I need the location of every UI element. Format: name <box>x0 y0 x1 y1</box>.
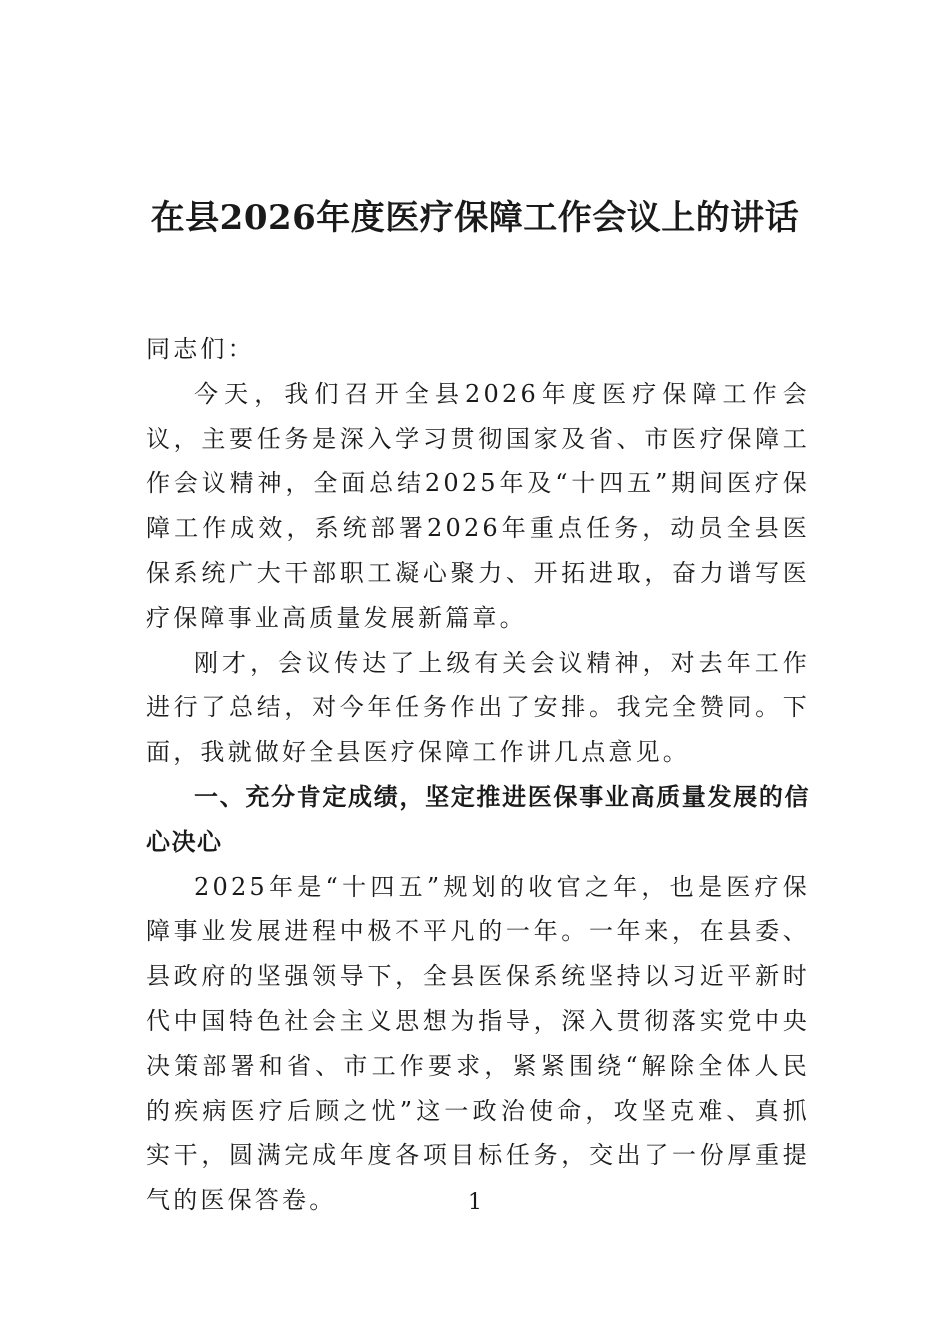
paragraph-section-one: 2025年是“十四五”规划的收官之年，也是医疗保障事业发展进程中极不平凡的一年。一年来，在县委、县政府的坚强领导下，全县医保系统坚持以习近平新时代中国特色社会主义思想为指导，深入贯彻落实党中央决策部署和省、市工作要求，紧紧围绕“解除全体人民的疾病医疗后顾之忧”这一政治使命，攻坚克难、真抓实干，圆满完成年度各项目标任务，交出了一份厚重提气的医保答卷。 <box>146 872 810 1215</box>
page-number: 1 <box>468 1190 482 1215</box>
document-title: 在县2026年度医疗保障工作会议上的讲话 <box>150 198 800 238</box>
salutation: 同志们： <box>146 335 255 363</box>
section-heading: 一、充分肯定成绩，坚定推进医保事业高质量发展的信心决心 <box>146 782 810 856</box>
document-body <box>146 327 810 1223</box>
paragraph-agreement: 刚才，会议传达了上级有关会议精神，对去年工作进行了总结，对今年任务作出了安排。我完全赞同。下面，我就做好全县医疗保障工作讲几点意见。 <box>146 648 810 767</box>
paragraph-opening: 今天，我们召开全县2026年度医疗保障工作会议，主要任务是深入学习贯彻国家及省、市医疗保障工作会议精神，全面总结2025年及“十四五”期间医疗保障工作成效，系统部署2026年重点任务，动员全县医保系统广大干部职工凝心聚力、开拓进取，奋力谱写医疗保障事业高质量发展新篇章。 <box>146 379 810 632</box>
